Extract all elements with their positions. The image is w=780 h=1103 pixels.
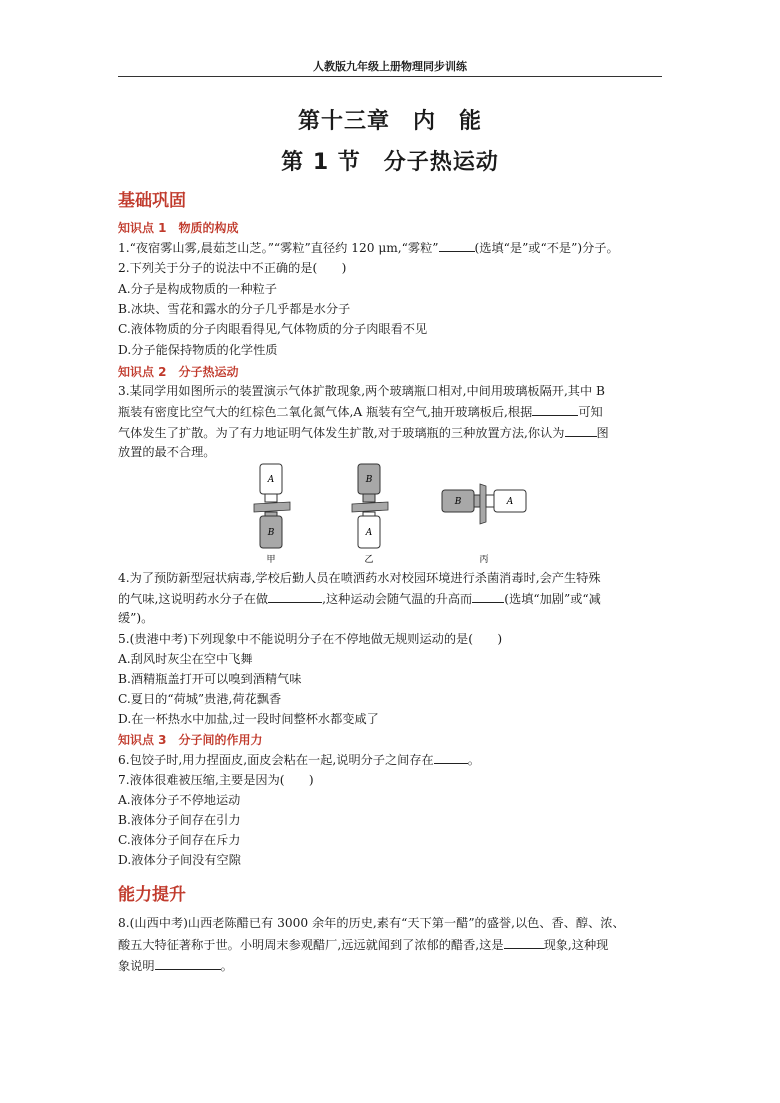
q1-answer-blank[interactable] [439,237,475,252]
bing-label-b: B [454,497,462,507]
yi-label-a: A [365,528,373,538]
q5-option-c: C.夏日的“荷城”贵港,荷花飘香 [118,692,282,706]
q6-text-a: 6.包饺子时,用力捏面皮,面皮会粘在一起,说明分子之间存在 [118,753,434,767]
section-heading-advanced: 能力提升 [118,885,186,905]
question-1 [118,237,666,258]
question-3-line-4: 放置的最不合理。 [118,445,216,459]
setup-bing [442,484,526,565]
q3-line2-a: 瓶装有密度比空气大的红棕色二氧化氮气体,A 瓶装有空气,抽开玻璃板后,根据 [118,405,533,419]
question-3-line-2 [118,401,666,422]
diffusion-bottles-figure [250,460,550,570]
q8-line3-a: 象说明 [118,959,155,973]
question-2-stem: 2.下列关于分子的说法中不正确的是( ) [118,261,347,275]
q3-answer-blank-2[interactable] [565,422,597,437]
q3-line2-b: 可知 [578,405,603,419]
q1-text-a: 1.“夜宿雾山雾,晨茹芝山芝。”“雾粒”直径约 120 μm,“雾粒” [118,241,439,255]
running-header: 人教版九年级上册物理同步训练 [313,60,467,73]
yi-neck-b [363,494,375,502]
q7-option-c: C.液体分子间存在斥力 [118,833,241,847]
question-8-line-2 [118,934,666,955]
figure-label-bing: 丙 [479,555,489,565]
yi-glass-plate [352,502,388,512]
question-8-line-3 [118,955,666,976]
knowledge-point-2: 知识点 2 分子热运动 [118,365,239,379]
q2-option-b: B.冰块、雪花和露水的分子几乎都是水分子 [118,302,351,316]
jia-glass-plate [254,502,290,512]
q6-text-b: 。 [467,753,480,767]
bing-neck-a [486,495,494,507]
q2-option-d: D.分子能保持物质的化学性质 [118,343,278,357]
section-title: 第 1 节 分子热运动 [281,150,499,175]
question-7-stem: 7.液体很难被压缩,主要是因为( ) [118,773,314,787]
knowledge-point-1: 知识点 1 物质的构成 [118,221,239,235]
q4-line2-a: 的气味,这说明药水分子在做 [118,592,269,606]
knowledge-point-3: 知识点 3 分子间的作用力 [118,733,263,747]
header-rule [118,76,662,77]
jia-label-b: B [267,528,275,538]
setup-jia [254,464,290,565]
question-8-line-1: 8.(山西中考)山西老陈醋已有 3000 余年的历史,素有“天下第一醋”的盛誉,以色、香、醇、浓、 [118,916,625,930]
q7-option-d: D.液体分子间没有空隙 [118,853,241,867]
question-6 [118,749,666,770]
jia-label-a: A [267,475,275,485]
q7-option-a: A.液体分子不停地运动 [118,793,241,807]
q4-answer-blank-1[interactable] [268,588,322,603]
setup-yi [352,464,388,565]
q6-answer-blank[interactable] [434,749,468,764]
q4-line2-c: (选填“加剧”或“减 [504,592,601,606]
q3-line3-b: 图 [596,426,609,440]
bing-neck-b [474,495,480,507]
bing-glass-plate [480,484,486,524]
question-3-line-1: 3.某同学用如图所示的装置演示气体扩散现象,两个玻璃瓶口相对,中间用玻璃板隔开,其中 B [118,384,606,398]
q8-line3-b: 。 [220,959,233,973]
chapter-title: 第十三章 内 能 [297,109,482,134]
q2-option-c: C.液体物质的分子肉眼看得见,气体物质的分子肉眼看不见 [118,322,428,336]
figure-label-jia: 甲 [266,555,276,565]
q8-line2-a: 酸五大特征著称于世。小明周末参观醋厂,远远就闻到了浓郁的醋香,这是 [118,938,504,952]
question-3-line-3 [118,422,666,443]
jia-neck-a [265,494,277,502]
figure-label-yi: 乙 [364,555,374,565]
q8-line2-b: 现象,这种现 [543,938,609,952]
q8-answer-blank-2[interactable] [155,955,221,970]
q2-option-a: A.分子是构成物质的一种粒子 [118,282,277,296]
question-4-line-2 [118,588,666,609]
section-heading-basic: 基础巩固 [118,191,186,211]
question-4-line-3: 缓”)。 [118,611,154,625]
question-5-stem: 5.(贵港中考)下列现象中不能说明分子在不停地做无规则运动的是( ) [118,632,503,646]
yi-label-b: B [365,475,373,485]
q1-text-b: (选填“是”或“不是”)分子。 [474,241,619,255]
q3-answer-blank-1[interactable] [532,401,578,416]
bing-label-a: A [506,497,514,507]
q7-option-b: B.液体分子间存在引力 [118,813,241,827]
q4-answer-blank-2[interactable] [472,588,504,603]
q8-answer-blank-1[interactable] [504,934,544,949]
q4-line2-b: ,这种运动会随气温的升高而 [322,592,473,606]
q3-line3-a: 气体发生了扩散。为了有力地证明气体发生扩散,对于玻璃瓶的三种放置方法,你认为 [118,426,565,440]
q5-option-d: D.在一杯热水中加盐,过一段时间整杯水都变咸了 [118,712,379,726]
q5-option-a: A.刮风时灰尘在空中飞舞 [118,652,253,666]
q5-option-b: B.酒精瓶盖打开可以嗅到酒精气味 [118,672,302,686]
question-4-line-1: 4.为了预防新型冠状病毒,学校后勤人员在喷洒药水对校园环境进行杀菌消毒时,会产生特殊 [118,571,601,585]
